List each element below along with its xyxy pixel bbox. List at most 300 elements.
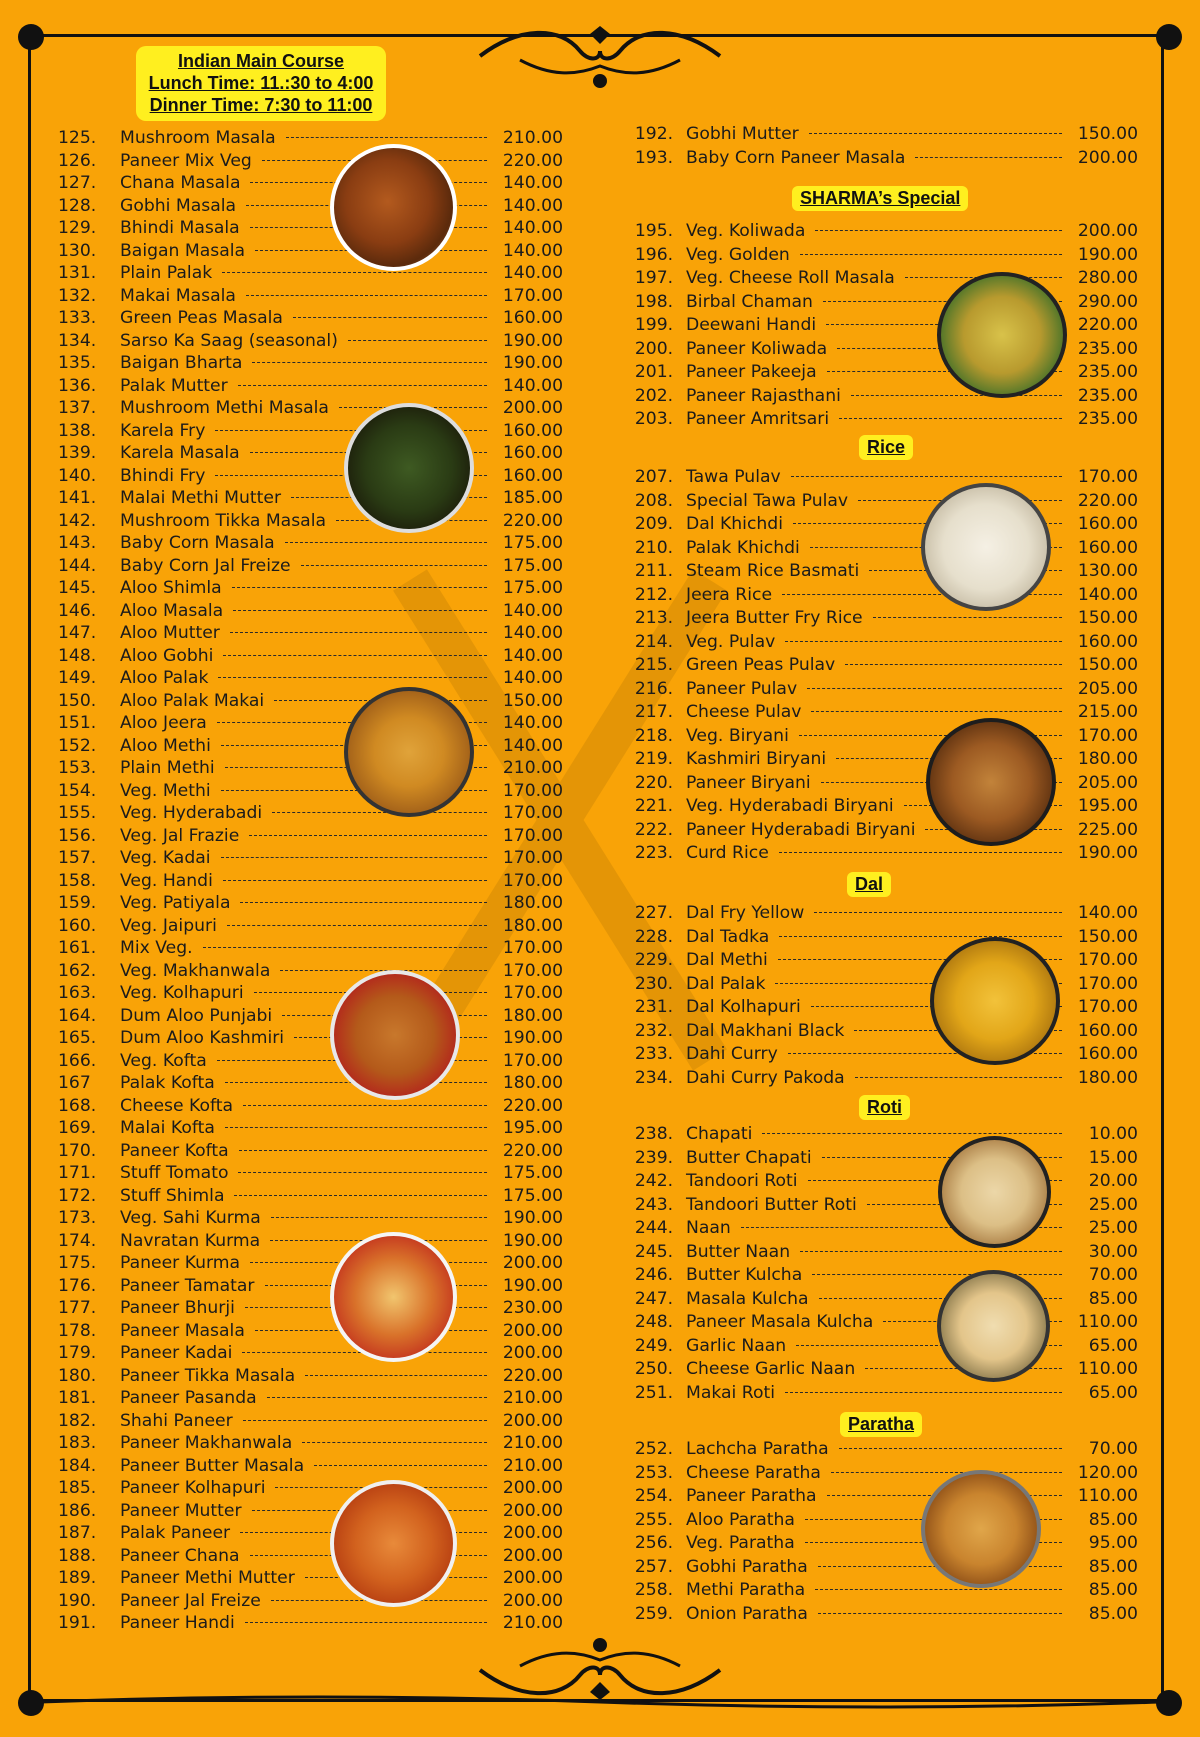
- item-name: Paneer Masala: [120, 1320, 245, 1341]
- item-name: Chana Masala: [120, 173, 241, 193]
- item-price: 175.00: [502, 555, 563, 576]
- menu-item-row: [622, 1043, 1138, 1067]
- item-number: 187.: [58, 1523, 97, 1543]
- item-number: 234.: [634, 1067, 674, 1088]
- item-name: Tandoori Butter Roti: [686, 1194, 857, 1215]
- dotted-leader: [818, 1612, 1062, 1614]
- menu-item-row: [58, 1545, 563, 1568]
- menu-item-row: [58, 285, 563, 308]
- menu-item-row: [622, 385, 1138, 409]
- dotted-leader: [839, 417, 1062, 419]
- dotted-leader: [243, 1104, 487, 1106]
- menu-item-row: [622, 361, 1138, 385]
- item-name: Veg. Handi: [120, 870, 213, 891]
- item-price: 160.00: [502, 420, 563, 441]
- item-number: 174.: [58, 1230, 97, 1251]
- item-price: 160.00: [1077, 537, 1138, 558]
- item-name: Palak Paneer: [120, 1523, 231, 1543]
- menu-item-row: [622, 1288, 1138, 1312]
- menu-item-row: [58, 712, 563, 735]
- item-number: 163.: [58, 983, 97, 1003]
- item-name: Paneer Biryani: [686, 772, 811, 793]
- item-price: 150.00: [502, 690, 563, 711]
- item-name: Gobhi Masala: [120, 195, 237, 216]
- item-number: 162.: [58, 960, 97, 981]
- item-name: Dal Khichdi: [686, 514, 783, 534]
- menu-item-row: [622, 1438, 1138, 1462]
- item-number: 201.: [634, 362, 674, 382]
- section-tag-rice: Rice: [859, 435, 913, 460]
- item-price: 205.00: [1077, 678, 1138, 699]
- item-name: Dal Methi: [686, 950, 768, 970]
- menu-item-row: [622, 631, 1138, 655]
- item-name: Veg. Golden: [686, 244, 790, 265]
- item-name: Karela Fry: [120, 420, 206, 441]
- item-number: 180.: [58, 1365, 97, 1386]
- item-number: 166.: [58, 1050, 97, 1071]
- dotted-leader: [267, 1396, 487, 1398]
- menu-item-row: [622, 267, 1138, 291]
- item-price: 190.00: [502, 330, 563, 351]
- item-price: 150.00: [1077, 608, 1138, 628]
- dotted-leader: [762, 1132, 1062, 1134]
- dotted-leader: [271, 1216, 487, 1218]
- right-menu-top-list: [622, 123, 1138, 170]
- menu-item-row: [58, 1432, 563, 1455]
- menu-item-row: [622, 1264, 1138, 1288]
- paratha-photo: [921, 1470, 1041, 1588]
- item-number: 142.: [58, 510, 97, 531]
- item-name: Paneer Handi: [120, 1613, 235, 1633]
- menu-item-row: [58, 1005, 563, 1028]
- item-name: Dal Palak: [686, 973, 766, 994]
- special-rice-photo: [937, 272, 1067, 398]
- dotted-leader: [246, 294, 487, 296]
- item-number: 243.: [634, 1194, 674, 1215]
- dotted-leader: [815, 229, 1062, 231]
- dotted-leader: [227, 924, 487, 926]
- item-number: 221.: [634, 796, 674, 816]
- item-number: 139.: [58, 443, 97, 463]
- item-price: 200.00: [502, 398, 563, 418]
- item-name: Veg. Pulav: [686, 631, 776, 652]
- dotted-leader: [240, 901, 487, 903]
- menu-item-row: [58, 1387, 563, 1410]
- menu-title: Indian Main Course: [177, 51, 345, 71]
- dotted-leader: [779, 851, 1062, 853]
- item-number: 182.: [58, 1410, 97, 1431]
- item-number: 172.: [58, 1185, 97, 1206]
- menu-item-row: [58, 757, 563, 780]
- item-number: 238.: [634, 1124, 674, 1144]
- item-number: 200.: [634, 338, 674, 359]
- item-price: 85.00: [1088, 1580, 1138, 1600]
- item-number: 143.: [58, 533, 97, 553]
- item-number: 138.: [58, 420, 97, 441]
- dotted-leader: [238, 1171, 487, 1173]
- item-price: 210.00: [502, 1433, 563, 1453]
- menu-header: [136, 46, 386, 121]
- item-name: Veg. Kofta: [120, 1050, 207, 1071]
- dotted-leader: [800, 1250, 1062, 1252]
- item-number: 135.: [58, 353, 97, 373]
- item-price: 220.00: [502, 510, 563, 531]
- lunch-time: Lunch Time: 11.:30 to 4:00: [148, 73, 374, 93]
- item-price: 15.00: [1088, 1147, 1138, 1168]
- item-name: Paneer Pasanda: [120, 1388, 257, 1408]
- menu-item-row: [58, 577, 563, 600]
- item-name: Aloo Mutter: [120, 623, 220, 643]
- aloo-jeera-photo: [344, 687, 474, 817]
- menu-item-row: [58, 150, 563, 173]
- menu-item-row: [58, 1365, 563, 1388]
- dinner-time: Dinner Time: 7:30 to 11:00: [149, 95, 373, 115]
- menu-item-row: [622, 996, 1138, 1020]
- item-number: 227.: [634, 903, 674, 923]
- item-price: 190.00: [502, 1230, 563, 1251]
- item-name: Butter Kulcha: [686, 1265, 803, 1285]
- item-name: Malai Methi Mutter: [120, 488, 282, 508]
- menu-item-row: [58, 127, 563, 150]
- item-number: 208.: [634, 490, 674, 511]
- roti-list: [622, 1123, 1138, 1405]
- rice-list: [622, 466, 1138, 866]
- item-name: Birbal Chaman: [686, 291, 813, 312]
- item-name: Shahi Paneer: [120, 1410, 233, 1431]
- item-name: Paneer Hyderabadi Biryani: [686, 819, 916, 840]
- item-name: Sarso Ka Saag (seasonal): [120, 330, 338, 351]
- item-price: 140.00: [1077, 584, 1138, 605]
- menu-item-row: [58, 330, 563, 353]
- item-name: Cheese Garlic Naan: [686, 1359, 856, 1379]
- item-number: 144.: [58, 555, 97, 576]
- item-number: 129.: [58, 218, 97, 238]
- menu-item-row: [58, 1612, 563, 1635]
- item-name: Paneer Butter Masala: [120, 1455, 305, 1476]
- pulav-photo: [921, 483, 1051, 611]
- item-number: 154.: [58, 780, 97, 801]
- item-number: 252.: [634, 1439, 674, 1459]
- item-name: Veg. Makhanwala: [120, 960, 271, 981]
- menu-item-row: [58, 1342, 563, 1365]
- menu-item-row: [622, 1532, 1138, 1556]
- item-price: 235.00: [1077, 385, 1138, 406]
- item-number: 179.: [58, 1343, 97, 1363]
- item-number: 250.: [634, 1359, 674, 1379]
- item-number: 158.: [58, 870, 97, 891]
- item-price: 200.00: [502, 1590, 563, 1611]
- menu-item-row: [58, 532, 563, 555]
- item-price: 200.00: [1077, 221, 1138, 241]
- menu-item-row: [58, 262, 563, 285]
- item-price: 170.00: [502, 983, 563, 1003]
- item-name: Makai Roti: [686, 1382, 775, 1403]
- menu-item-row: [58, 510, 563, 533]
- menu-item-row: [58, 1117, 563, 1140]
- item-name: Dal Fry Yellow: [686, 903, 805, 923]
- item-number: 214.: [634, 631, 674, 652]
- item-name: Paneer Paratha: [686, 1486, 817, 1506]
- menu-item-row: [622, 949, 1138, 973]
- menu-item-row: [58, 1207, 563, 1230]
- item-number: 157.: [58, 848, 97, 868]
- item-number: 133.: [58, 308, 97, 328]
- dotted-leader: [851, 394, 1062, 396]
- item-name: Paneer Kofta: [120, 1140, 229, 1161]
- item-name: Butter Naan: [686, 1241, 791, 1262]
- dotted-leader: [285, 541, 487, 543]
- menu-item-row: [58, 217, 563, 240]
- item-price: 30.00: [1088, 1241, 1138, 1262]
- item-name: Garlic Naan: [686, 1335, 787, 1356]
- item-name: Cheese Kofta: [120, 1095, 233, 1116]
- item-price: 195.00: [502, 1118, 563, 1138]
- item-number: 175.: [58, 1253, 97, 1273]
- menu-item-row: [622, 220, 1138, 244]
- item-price: 10.00: [1088, 1124, 1138, 1144]
- item-name: Aloo Methi: [120, 735, 211, 756]
- item-price: 185.00: [502, 488, 563, 508]
- menu-item-row: [622, 1509, 1138, 1533]
- menu-item-row: [622, 1485, 1138, 1509]
- dotted-leader: [286, 136, 487, 138]
- item-number: 146.: [58, 600, 97, 621]
- item-number: 152.: [58, 735, 97, 756]
- corner-ornament-icon: [1156, 24, 1182, 50]
- dotted-leader: [314, 1464, 487, 1466]
- item-number: 134.: [58, 330, 97, 351]
- dal-photo: [930, 937, 1060, 1065]
- item-name: Veg. Kolhapuri: [120, 983, 244, 1003]
- menu-item-row: [622, 926, 1138, 950]
- item-price: 160.00: [502, 443, 563, 463]
- dotted-leader: [807, 687, 1062, 689]
- naan-photo: [937, 1270, 1050, 1382]
- menu-item-row: [58, 420, 563, 443]
- item-name: Onion Paratha: [686, 1603, 808, 1624]
- item-name: Tandoori Roti: [686, 1171, 798, 1191]
- menu-item-row: [58, 442, 563, 465]
- item-price: 140.00: [502, 263, 563, 283]
- item-number: 258.: [634, 1580, 674, 1600]
- dotted-leader: [839, 1447, 1062, 1449]
- item-number: 141.: [58, 488, 97, 508]
- dotted-leader: [245, 1621, 487, 1623]
- item-price: 180.00: [502, 1005, 563, 1026]
- menu-item-row: [58, 240, 563, 263]
- item-price: 150.00: [1077, 124, 1138, 144]
- item-price: 200.00: [502, 1545, 563, 1566]
- dotted-leader: [272, 811, 487, 813]
- item-price: 205.00: [1077, 772, 1138, 793]
- item-number: 178.: [58, 1320, 97, 1341]
- section-tag-roti: Roti: [859, 1095, 910, 1120]
- item-name: Baigan Bharta: [120, 353, 243, 373]
- item-name: Veg. Cheese Roll Masala: [686, 268, 895, 288]
- dum-aloo-photo: [330, 970, 460, 1100]
- item-price: 70.00: [1088, 1439, 1138, 1459]
- item-name: Cheese Pulav: [686, 702, 802, 722]
- item-name: Veg. Biryani: [686, 725, 789, 746]
- item-name: Aloo Palak Makai: [120, 690, 265, 711]
- item-number: 173.: [58, 1208, 97, 1228]
- item-price: 70.00: [1088, 1265, 1138, 1285]
- item-number: 183.: [58, 1433, 97, 1453]
- dotted-leader: [223, 654, 487, 656]
- dotted-leader: [223, 879, 487, 881]
- menu-item-row: [58, 1140, 563, 1163]
- item-name: Plain Palak: [120, 263, 213, 283]
- menu-item-row: [58, 982, 563, 1005]
- item-number: 150.: [58, 690, 97, 711]
- item-number: 233.: [634, 1044, 674, 1064]
- item-price: 195.00: [1077, 796, 1138, 816]
- menu-item-row: [58, 307, 563, 330]
- dotted-leader: [239, 1149, 487, 1151]
- menu-item-row: [58, 892, 563, 915]
- item-number: 197.: [634, 268, 674, 288]
- item-price: 140.00: [502, 173, 563, 193]
- item-price: 280.00: [1077, 268, 1138, 288]
- item-number: 167: [58, 1073, 91, 1093]
- item-price: 170.00: [502, 960, 563, 981]
- item-number: 188.: [58, 1545, 97, 1566]
- menu-item-row: [58, 195, 563, 218]
- item-name: Paneer Koliwada: [686, 338, 828, 359]
- item-number: 244.: [634, 1218, 674, 1238]
- item-name: Aloo Masala: [120, 600, 224, 621]
- item-price: 200.00: [502, 1500, 563, 1521]
- item-number: 177.: [58, 1298, 97, 1318]
- item-number: 195.: [634, 221, 674, 241]
- menu-item-row: [622, 147, 1138, 171]
- item-number: 149.: [58, 668, 97, 688]
- dotted-leader: [243, 1419, 487, 1421]
- item-price: 140.00: [1077, 903, 1138, 923]
- item-name: Cheese Paratha: [686, 1462, 821, 1483]
- menu-item-row: [58, 172, 563, 195]
- item-name: Dahi Curry Pakoda: [686, 1067, 845, 1088]
- menu-item-row: [58, 1185, 563, 1208]
- item-name: Veg. Hyderabadi Biryani: [686, 796, 894, 816]
- item-number: 185.: [58, 1478, 97, 1498]
- item-name: Baby Corn Jal Freize: [120, 555, 291, 576]
- item-number: 259.: [634, 1603, 674, 1624]
- item-name: Dal Tadka: [686, 926, 770, 947]
- item-number: 159.: [58, 893, 97, 913]
- item-name: Veg. Sahi Kurma: [120, 1208, 261, 1228]
- item-price: 140.00: [502, 645, 563, 666]
- item-name: Palak Mutter: [120, 375, 228, 396]
- menu-item-row: [58, 1072, 563, 1095]
- item-price: 175.00: [502, 1163, 563, 1183]
- item-price: 170.00: [1077, 997, 1138, 1017]
- dotted-leader: [293, 316, 487, 318]
- menu-item-row: [58, 915, 563, 938]
- item-name: Aloo Palak: [120, 668, 209, 688]
- section-tag-special: SHARMA’s Special: [792, 186, 968, 211]
- item-price: 160.00: [1077, 1020, 1138, 1041]
- item-name: Curd Rice: [686, 843, 769, 863]
- item-number: 126.: [58, 150, 97, 171]
- item-name: Jeera Rice: [686, 584, 773, 605]
- item-price: 110.00: [1077, 1312, 1138, 1332]
- dotted-leader: [811, 710, 1062, 712]
- menu-item-row: [622, 123, 1138, 147]
- item-number: 181.: [58, 1388, 97, 1408]
- item-price: 200.00: [502, 1478, 563, 1498]
- item-number: 256.: [634, 1533, 674, 1553]
- item-name: Paneer Pulav: [686, 678, 798, 699]
- item-price: 235.00: [1077, 338, 1138, 359]
- item-number: 192.: [634, 124, 674, 144]
- menu-item-row: [622, 902, 1138, 926]
- menu-item-row: [622, 584, 1138, 608]
- item-number: 245.: [634, 1241, 674, 1262]
- item-number: 155.: [58, 803, 97, 823]
- item-price: 210.00: [502, 1388, 563, 1408]
- item-price: 170.00: [1077, 467, 1138, 487]
- item-number: 184.: [58, 1455, 97, 1476]
- menu-item-row: [622, 748, 1138, 772]
- menu-item-row: [622, 701, 1138, 725]
- dotted-leader: [831, 1471, 1062, 1473]
- menu-item-row: [58, 1500, 563, 1523]
- menu-item-row: [622, 842, 1138, 866]
- menu-item-row: [58, 1275, 563, 1298]
- menu-item-row: [58, 1027, 563, 1050]
- paneer-kadai-photo: [330, 1232, 457, 1362]
- item-price: 85.00: [1088, 1288, 1138, 1309]
- menu-item-row: [58, 802, 563, 825]
- item-price: 170.00: [1077, 950, 1138, 970]
- item-name: Stuff Shimla: [120, 1185, 225, 1206]
- item-price: 95.00: [1088, 1533, 1138, 1553]
- item-price: 140.00: [502, 218, 563, 238]
- item-price: 190.00: [502, 1028, 563, 1048]
- item-price: 210.00: [502, 1455, 563, 1476]
- item-price: 210.00: [502, 128, 563, 148]
- item-price: 25.00: [1088, 1194, 1138, 1215]
- menu-item-row: [58, 825, 563, 848]
- dal-list: [622, 902, 1138, 1090]
- item-number: 196.: [634, 244, 674, 265]
- item-number: 229.: [634, 950, 674, 970]
- item-price: 20.00: [1088, 1171, 1138, 1191]
- item-number: 228.: [634, 926, 674, 947]
- item-price: 110.00: [1077, 1359, 1138, 1379]
- item-name: Naan: [686, 1218, 731, 1238]
- corner-ornament-icon: [18, 24, 44, 50]
- menu-item-row: [622, 1123, 1138, 1147]
- menu-item-row: [622, 408, 1138, 432]
- item-name: Palak Kofta: [120, 1073, 215, 1093]
- menu-item-row: [622, 725, 1138, 749]
- item-name: Deewani Handi: [686, 315, 817, 335]
- item-name: Green Peas Pulav: [686, 655, 836, 675]
- item-number: 168.: [58, 1095, 97, 1116]
- item-number: 198.: [634, 291, 674, 312]
- item-price: 65.00: [1088, 1335, 1138, 1356]
- item-number: 165.: [58, 1028, 97, 1048]
- menu-item-row: [58, 555, 563, 578]
- item-name: Butter Chapati: [686, 1147, 812, 1168]
- paratha-list: [622, 1438, 1138, 1626]
- menu-item-row: [58, 780, 563, 803]
- item-number: 239.: [634, 1147, 674, 1168]
- item-name: Paneer Mix Veg: [120, 150, 252, 171]
- item-price: 235.00: [1077, 409, 1138, 429]
